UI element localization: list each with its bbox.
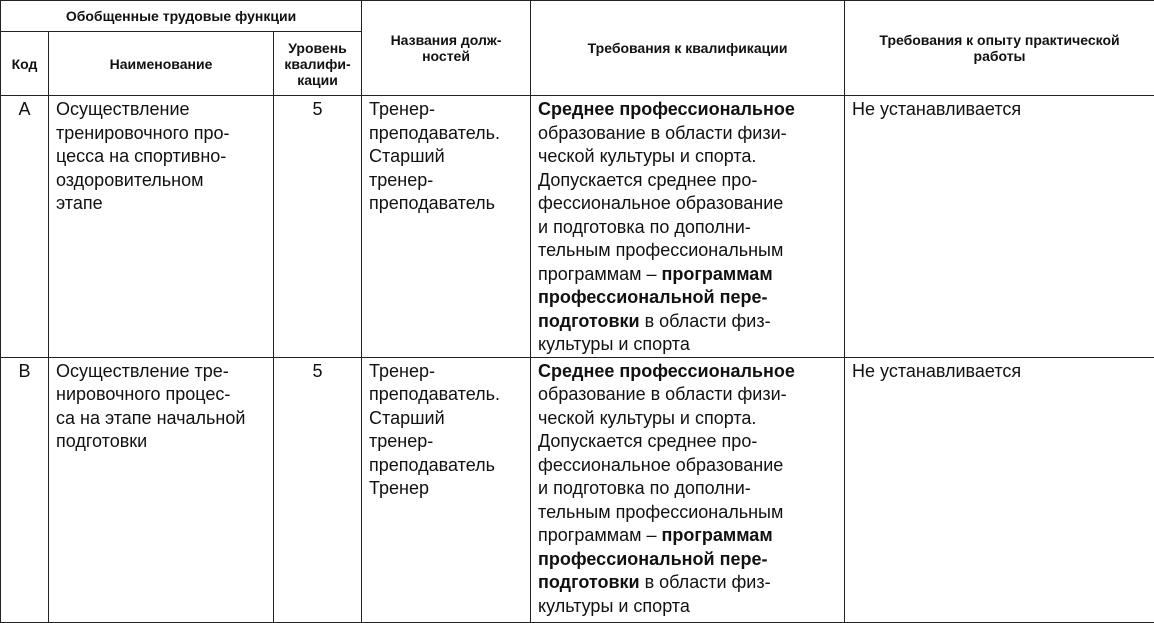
req-line [538, 548, 844, 572]
req-bold-text: подготовки [538, 310, 640, 331]
req-line [538, 310, 844, 334]
req-text: программам – [538, 263, 662, 284]
header-level-line: Уровень [288, 39, 347, 56]
position-line: тренер- [369, 431, 434, 451]
req-bold-text: программам [661, 263, 773, 284]
header-code: Код [1, 32, 49, 96]
header-positions [362, 1, 531, 96]
name-line: са на этапе начальной [56, 407, 246, 428]
req-bold-text: программам [661, 525, 773, 545]
row-experience: Не устанавливается [845, 96, 1154, 358]
req-line: Допускается среднее про- [538, 169, 758, 190]
row-positions [362, 96, 531, 358]
position-line: Тренер [369, 478, 429, 498]
name-line: подготовки [56, 431, 148, 451]
header-experience [845, 1, 1154, 96]
row-code: A [1, 96, 49, 358]
header-level-line: квалифи- [284, 55, 351, 72]
req-line: тельным профессиональным [538, 501, 784, 522]
req-bold-text: подготовки [538, 572, 640, 592]
req-line: и подготовка по дополни- [538, 478, 751, 498]
req-line [538, 263, 844, 287]
header-experience-line: работы [973, 48, 1026, 64]
req-bold-text: профессиональной пере- [538, 548, 768, 569]
header-requirements: Требования к квалификации [531, 1, 845, 96]
name-line: оздоровительном [56, 169, 204, 190]
req-bold-text: Среднее профессиональное [538, 99, 795, 119]
position-line: Тренер- [369, 99, 435, 119]
req-line [538, 286, 844, 310]
header-level [274, 32, 362, 96]
req-text: программам – [538, 525, 662, 545]
req-line: фессиональное образование [538, 193, 784, 213]
header-group-title: Обобщенные трудовые функции [1, 1, 362, 32]
table-row [1, 96, 1154, 358]
req-line [538, 524, 844, 548]
req-line: культуры и спорта [538, 334, 690, 354]
req-line [538, 98, 844, 122]
row-requirements [531, 96, 845, 358]
row-requirements [531, 357, 845, 622]
position-line: тренер- [369, 169, 434, 190]
header-level-line: кации [297, 71, 338, 88]
req-bold-text: профессиональной пере- [538, 287, 768, 307]
name-line: Осуществление тре- [56, 360, 229, 381]
req-line: тельным профессиональным [538, 240, 784, 260]
row-code: B [1, 357, 49, 622]
req-line: фессиональное образование [538, 454, 784, 475]
req-line [538, 571, 844, 595]
row-name [49, 96, 274, 358]
header-experience-line: Требования к опыту практической [879, 32, 1120, 48]
table-row [1, 357, 1154, 622]
name-line: Осуществление [56, 99, 190, 119]
position-line: Тренер- [369, 360, 435, 381]
row-experience: Не устанавливается [845, 357, 1154, 622]
header-positions-line: Названия долж- [390, 32, 502, 48]
row-name [49, 357, 274, 622]
position-line: преподаватель [369, 454, 495, 475]
req-line: и подготовка по дополни- [538, 216, 751, 237]
req-line: культуры и спорта [538, 595, 690, 616]
name-line: цесса на спортивно- [56, 146, 227, 166]
row-level: 5 [274, 96, 362, 358]
req-line: образование в области физи- [538, 122, 787, 143]
req-text: в области физ- [639, 310, 771, 331]
row-positions [362, 357, 531, 622]
position-line: преподаватель. [369, 122, 500, 143]
header-row-1 [1, 1, 1154, 32]
req-line: образование в области физи- [538, 384, 787, 404]
req-line [538, 360, 844, 384]
req-line: Допускается среднее про- [538, 431, 758, 451]
name-line: тренировочного про- [56, 122, 230, 143]
req-bold-text: Среднее профессиональное [538, 360, 795, 381]
header-name: Наименование [49, 32, 274, 96]
name-line: нировочного процес- [56, 384, 231, 404]
position-line: преподаватель [369, 193, 495, 213]
req-text: в области физ- [639, 572, 771, 592]
position-line: преподаватель. [369, 384, 500, 404]
position-line: Старший [369, 407, 445, 428]
row-level: 5 [274, 357, 362, 622]
name-line: этапе [56, 193, 103, 213]
header-positions-line: ностей [422, 48, 470, 64]
req-line: ческой культуры и спорта. [538, 146, 757, 166]
req-line: ческой культуры и спорта. [538, 407, 757, 428]
position-line: Старший [369, 146, 445, 166]
